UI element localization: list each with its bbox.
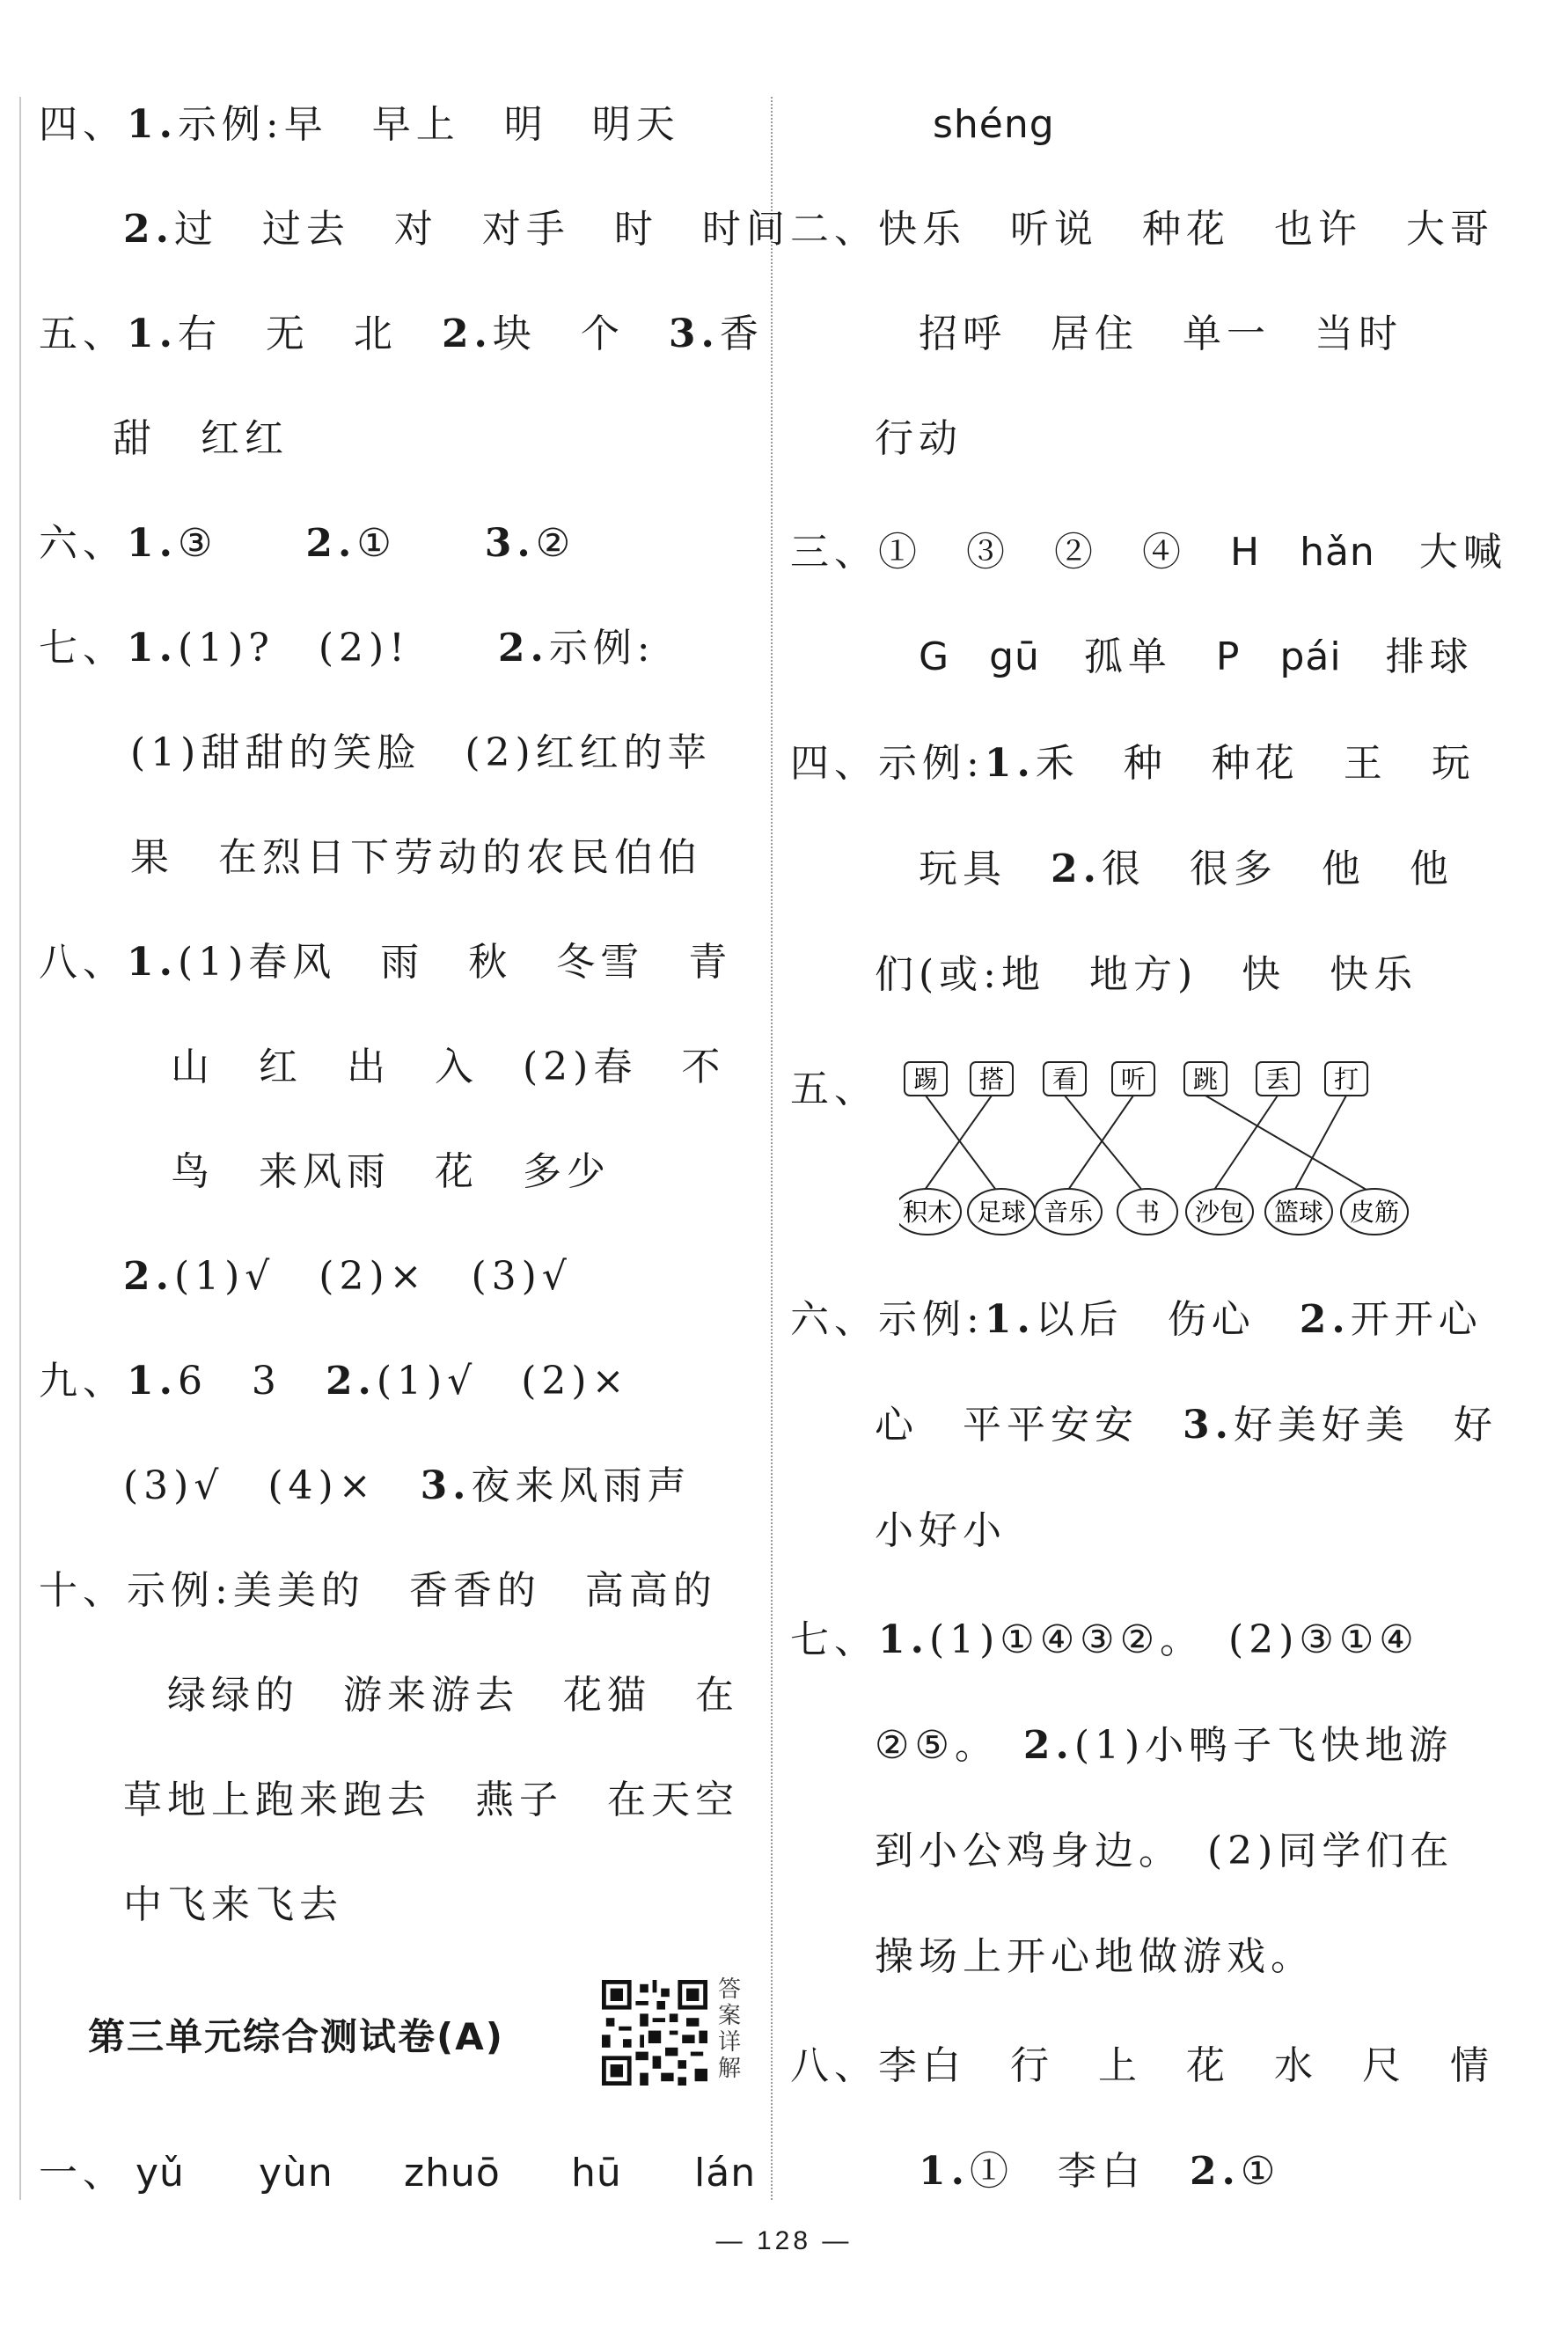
item-number: 1. xyxy=(984,741,1036,786)
answer-line: 小好小 xyxy=(875,1508,1007,1553)
answer-text: 排球 xyxy=(1385,634,1474,679)
item-number: 2. xyxy=(1299,1297,1351,1342)
word-box xyxy=(1044,1062,1086,1096)
answer-text: (1)小鸭子飞快地游 xyxy=(1073,1723,1454,1768)
item-number: 2. xyxy=(305,521,357,566)
page-left-edge-line xyxy=(19,97,21,2200)
word-oval xyxy=(1186,1189,1253,1235)
answer-text: (1)√ (2)× xyxy=(376,1359,630,1404)
answer-text: 很 很多 他 他 xyxy=(1101,847,1454,891)
answer-text: ① ③ ② ④ xyxy=(878,530,1186,575)
answer-line xyxy=(39,99,680,151)
section-head: 二、 xyxy=(790,207,878,252)
answer-line xyxy=(790,526,1507,579)
word-box-label: 搭 xyxy=(978,1065,1005,1094)
item-number: 2. xyxy=(497,626,549,671)
answer-text: 示例:美美的 香香的 高高的 xyxy=(127,1568,717,1613)
pinyin: shéng xyxy=(933,102,1055,147)
word-box-label: 跳 xyxy=(1192,1065,1219,1094)
answer-text: ② xyxy=(535,521,576,566)
answer-line xyxy=(790,2040,1494,2093)
answer-line xyxy=(39,936,732,989)
word-oval-label: 沙包 xyxy=(1194,1198,1245,1227)
word-box xyxy=(971,1062,1013,1096)
pinyin: H hǎn xyxy=(1230,530,1375,575)
item-number: 1. xyxy=(919,2149,970,2194)
answer-line xyxy=(123,1250,572,1303)
answer-line: 山 红 出 入 (2)春 不 xyxy=(171,1045,726,1089)
match-lines xyxy=(923,1096,1371,1192)
item-number: 3. xyxy=(420,1463,472,1508)
answer-line xyxy=(875,1399,1498,1452)
item-number: 2. xyxy=(1189,2149,1241,2194)
section-head: 八、 xyxy=(790,2043,878,2088)
word-oval-label: 音乐 xyxy=(1043,1198,1094,1227)
word-oval-label: 皮筋 xyxy=(1349,1198,1400,1227)
section-head: 九、 xyxy=(39,1359,127,1404)
word-oval-label: 书 xyxy=(1134,1198,1161,1227)
answer-line xyxy=(790,203,1494,256)
answer-line xyxy=(123,203,790,256)
answer-line: 绿绿的 游来游去 花猫 在 xyxy=(167,1673,739,1718)
answer-line: 到小公鸡身边。 (2)同学们在 xyxy=(875,1829,1454,1873)
page-number: — 128 — xyxy=(715,2226,853,2255)
unit-title: 第三单元综合测试卷(A) xyxy=(88,2015,504,2058)
answer-text: (1)√ (2)× (3)√ xyxy=(173,1254,572,1299)
word-box-label: 听 xyxy=(1120,1065,1147,1094)
pinyin: G gū xyxy=(919,634,1040,679)
answer-text: 好美好美 好 xyxy=(1233,1403,1498,1448)
section-head: 一、 xyxy=(39,2151,127,2196)
word-oval xyxy=(1265,1189,1332,1235)
answer-text: ②⑤。 xyxy=(875,1723,979,1768)
answer-text: 大喊 xyxy=(1418,530,1507,575)
qr-code-icon[interactable] xyxy=(602,1980,707,2086)
answer-line xyxy=(39,1565,717,1617)
answer-text: ③ xyxy=(177,521,218,566)
word-oval xyxy=(1341,1189,1408,1235)
item-number: 1. xyxy=(878,1617,929,1662)
section-head: 三、 xyxy=(790,530,878,575)
answer-line: 招呼 居住 单一 当时 xyxy=(919,312,1403,356)
answer-text: 开开心 xyxy=(1350,1297,1483,1342)
word-oval xyxy=(1035,1189,1102,1235)
pinyin: hū xyxy=(571,2151,622,2196)
item-number: 2. xyxy=(441,312,493,356)
answer-line xyxy=(790,1294,1483,1346)
word-box xyxy=(1112,1062,1154,1096)
answer-line xyxy=(790,737,1476,790)
answer-text: 快乐 听说 种花 也许 大哥 xyxy=(878,207,1494,252)
match-line xyxy=(1293,1096,1346,1192)
item-number: 1. xyxy=(127,940,178,985)
item-number: 1. xyxy=(127,1359,178,1404)
item-number: 3. xyxy=(668,312,720,356)
word-box xyxy=(1325,1062,1367,1096)
pinyin: lán xyxy=(694,2151,757,2196)
match-line xyxy=(926,1096,998,1192)
word-oval-label: 篮球 xyxy=(1273,1198,1324,1227)
answer-line: 行动 xyxy=(875,416,963,461)
answer-text: 香 xyxy=(719,312,764,356)
pinyin: yǔ xyxy=(136,2151,185,2196)
answer-line: 们(或:地 地方) 快 快乐 xyxy=(875,952,1418,997)
item-number: 1. xyxy=(127,521,178,566)
item-number: 1. xyxy=(127,626,178,671)
column-divider xyxy=(771,97,773,2200)
matching-diagram xyxy=(899,1060,1427,1245)
match-line xyxy=(1205,1096,1371,1192)
answer-text: 示例: xyxy=(878,1297,985,1342)
answer-line xyxy=(39,622,656,675)
answer-text: (1)①④③②。 (2)③①④ xyxy=(928,1617,1419,1662)
item-number: 3. xyxy=(484,521,536,566)
section-head: 五、 xyxy=(39,312,127,356)
word-oval xyxy=(1117,1189,1177,1235)
answer-line: 鸟 来风雨 花 多少 xyxy=(171,1149,611,1194)
item-number: 1. xyxy=(127,312,178,356)
pinyin: zhuō xyxy=(404,2151,501,2196)
answer-line xyxy=(919,631,1474,684)
answer-line xyxy=(790,1614,1419,1667)
section-head: 六、 xyxy=(39,521,127,566)
answer-line xyxy=(875,1719,1453,1772)
answer-line: 果 在烈日下劳动的农民伯伯 xyxy=(130,835,702,880)
bottom-words xyxy=(899,1189,1408,1235)
answer-line xyxy=(919,2145,1280,2198)
section-head: 六、 xyxy=(790,1297,878,1342)
item-number: 2. xyxy=(1022,1723,1074,1768)
word-box xyxy=(1184,1062,1227,1096)
answer-text: 示例: xyxy=(878,741,985,786)
section-head: 五、 xyxy=(790,1067,878,1111)
answer-line: (1)甜甜的笑脸 (2)红红的苹 xyxy=(130,730,712,775)
section-head: 七、 xyxy=(790,1617,878,1662)
item-number: 3. xyxy=(1183,1403,1234,1448)
word-box xyxy=(905,1062,947,1096)
answer-text: 夜来风雨声 xyxy=(471,1463,692,1508)
match-line xyxy=(1213,1096,1278,1192)
answer-text: 孤单 xyxy=(1083,634,1172,679)
answer-text: 以后 伤心 xyxy=(1035,1297,1256,1342)
word-oval xyxy=(968,1189,1035,1235)
word-box xyxy=(1257,1062,1299,1096)
pinyin: P pái xyxy=(1215,634,1342,679)
answer-text: 示例:早 早上 明 明天 xyxy=(177,102,680,147)
item-number: 2. xyxy=(123,207,174,252)
answer-line: 甜 红红 xyxy=(113,416,289,461)
answer-text: ① xyxy=(1240,2149,1281,2194)
answer-line xyxy=(39,517,575,570)
answer-line: 草地上跑来跑去 燕子 在天空 xyxy=(123,1778,739,1822)
pinyin: yùn xyxy=(259,2151,333,2196)
word-box-label: 踢 xyxy=(912,1065,939,1094)
word-box-label: 打 xyxy=(1333,1065,1359,1094)
answer-text: 李白 行 上 花 水 尺 情 xyxy=(878,2043,1494,2088)
answer-text: 玩具 xyxy=(919,847,1007,891)
item-number: 1. xyxy=(984,1297,1036,1342)
word-oval xyxy=(899,1189,961,1235)
section-head: 四、 xyxy=(39,102,127,147)
answer-text: 过 过去 对 对手 时 时间 xyxy=(173,207,790,252)
answer-text: (1)春风 雨 秋 冬雪 青 xyxy=(177,940,733,985)
answer-text: ① 李白 xyxy=(969,2149,1146,2194)
item-number: 2. xyxy=(325,1359,377,1404)
item-number: 2. xyxy=(1051,847,1102,891)
answer-line: 中飞来飞去 xyxy=(123,1882,343,1927)
answer-line: 操场上开心地做游戏。 xyxy=(875,1934,1315,1979)
answer-text: 6 3 xyxy=(177,1359,282,1404)
match-line xyxy=(923,1096,992,1192)
word-oval-label: 积木 xyxy=(902,1198,953,1227)
answer-line xyxy=(39,2147,757,2200)
top-words xyxy=(905,1062,1367,1096)
answer-text: 心 平平安安 xyxy=(875,1403,1139,1448)
answer-line xyxy=(39,308,764,361)
answer-line xyxy=(39,1355,629,1408)
answer-text: 禾 种 种花 王 玩 xyxy=(1035,741,1476,786)
answer-line xyxy=(123,1460,692,1513)
section-head: 八、 xyxy=(39,940,127,985)
word-box-label: 丢 xyxy=(1264,1065,1291,1094)
answer-line xyxy=(919,843,1454,896)
item-number: 1. xyxy=(127,102,178,147)
answer-text: (1)? (2)! xyxy=(177,626,410,671)
word-oval-label: 足球 xyxy=(976,1198,1027,1227)
answer-text: 右 无 北 xyxy=(177,312,398,356)
answer-text: 块 个 xyxy=(492,312,625,356)
qr-label: 答案详解 xyxy=(718,1976,742,2082)
word-box-label: 看 xyxy=(1051,1065,1078,1094)
answer-text: 示例: xyxy=(548,626,656,671)
answer-text: (3)√ (4)× xyxy=(123,1463,377,1508)
section-head: 七、 xyxy=(39,626,127,671)
item-number: 2. xyxy=(123,1254,174,1299)
section-head: 十、 xyxy=(39,1568,127,1613)
section-head: 四、 xyxy=(790,741,878,786)
answer-text: ① xyxy=(356,521,397,566)
